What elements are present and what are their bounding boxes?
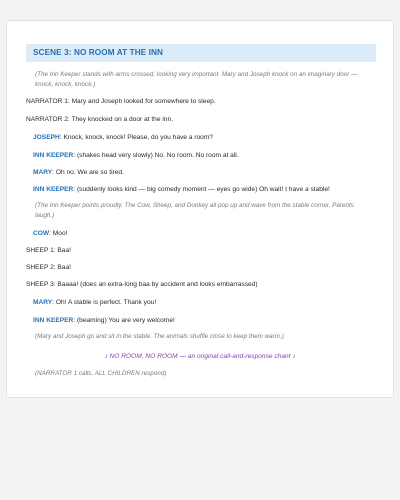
- character-line: INN KEEPER: (suddenly looks kind — big comedy moment — eyes go wide) Oh wait! I have a stable!: [33, 186, 330, 193]
- narrator-line: NARRATOR 1: Mary and Joseph looked for somewhere to sleep.: [26, 98, 216, 105]
- stage-direction: (NARRATOR 1 calls, ALL CHILDREN respond): [35, 370, 167, 377]
- character-line: COW: Moo!: [33, 230, 68, 237]
- speaker-name: SHEEP 2: [26, 264, 54, 271]
- speaker-name: INN KEEPER: [33, 317, 74, 324]
- character-line: INN KEEPER: (beaming) You are very welcome!: [33, 317, 175, 324]
- sheep-line: SHEEP 2: Baa!: [26, 264, 71, 271]
- sheep-line: SHEEP 3: Baaaa! (does an extra-long baa by accident and looks embarrassed): [26, 281, 258, 288]
- speaker-name: JOSEPH: [33, 134, 60, 141]
- speaker-name: INN KEEPER: [33, 152, 74, 159]
- stage-direction: (The Inn Keeper stands with arms crossed, looking very important. Mary and Joseph knock on an imaginary door — knock, knock, knock.): [35, 71, 358, 88]
- dialogue-text: (shakes head very slowly) No. No room. No room at all.: [76, 152, 239, 159]
- character-line: JOSEPH: Knock, knock, knock! Please, do you have a room?: [33, 134, 213, 141]
- character-line: MARY: Oh no. We are so tired.: [33, 169, 124, 176]
- dialogue-text: Baa!: [57, 247, 71, 254]
- dialogue-text: (suddenly looks kind — big comedy moment — eyes go wide) Oh wait! I have a stable!: [76, 186, 330, 193]
- dialogue-text: Oh no. We are so tired.: [55, 169, 124, 176]
- dialogue-text: (beaming) You are very welcome!: [76, 317, 175, 324]
- speaker-name: NARRATOR 1: [26, 98, 68, 105]
- stage-direction: (Mary and Joseph go and sit in the stable. The animals shuffle close to keep them warm.): [35, 333, 284, 340]
- speaker-name: SHEEP 3: [26, 281, 54, 288]
- script-page: [6, 20, 394, 398]
- dialogue-text: Knock, knock, knock! Please, do you have a room?: [63, 134, 213, 141]
- speaker-name: MARY: [33, 299, 53, 306]
- character-line: MARY: Oh! A stable is perfect. Thank you!: [33, 299, 157, 306]
- speaker-name: MARY: [33, 169, 53, 176]
- dialogue-text: Oh! A stable is perfect. Thank you!: [55, 299, 157, 306]
- narrator-line: NARRATOR 2: They knocked on a door at the inn.: [26, 116, 173, 123]
- dialogue-text: Mary and Joseph looked for somewhere to sleep.: [71, 98, 216, 105]
- speaker-name: COW: [33, 230, 50, 237]
- speaker-name: NARRATOR 2: [26, 116, 68, 123]
- speaker-name: SHEEP 1: [26, 247, 54, 254]
- dialogue-text: They knocked on a door at the inn.: [71, 116, 173, 123]
- speaker-name: INN KEEPER: [33, 186, 74, 193]
- character-line: INN KEEPER: (shakes head very slowly) No. No room. No room at all.: [33, 152, 239, 159]
- sheep-line: SHEEP 1: Baa!: [26, 247, 71, 254]
- stage-direction: (The Inn Keeper points proudly. The Cow, Sheep, and Donkey all pop up and wave from the stable corner. Parents laugh.): [35, 202, 354, 219]
- scene-heading: SCENE 3: NO ROOM AT THE INN: [26, 44, 376, 62]
- dialogue-text: Moo!: [52, 230, 68, 237]
- dialogue-text: Baaaa! (does an extra-long baa by accident and looks embarrassed): [57, 281, 258, 288]
- chant-title: ♪ NO ROOM, NO ROOM — an original call-and-response chant ♪: [104, 353, 296, 360]
- dialogue-text: Baa!: [57, 264, 71, 271]
